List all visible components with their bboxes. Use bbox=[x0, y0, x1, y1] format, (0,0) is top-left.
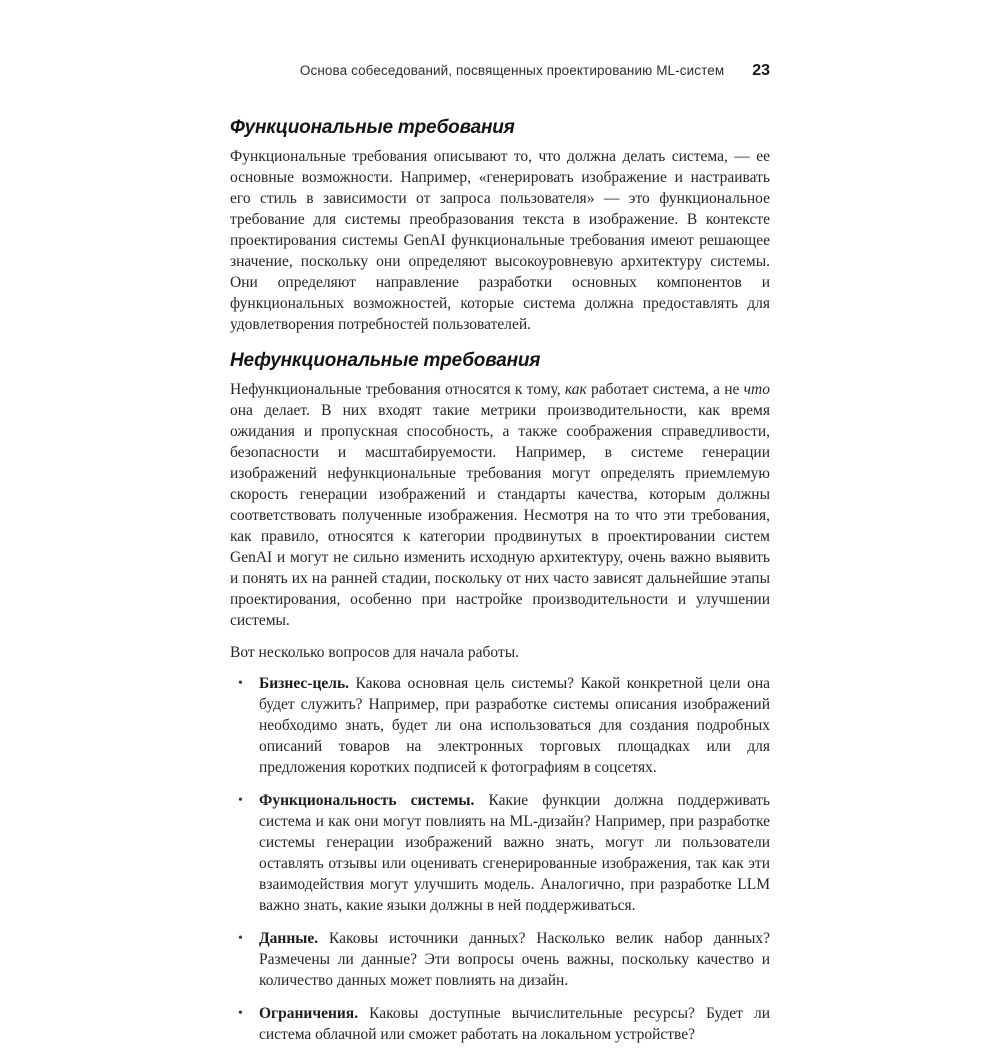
bullet-lead: Ограничения. bbox=[259, 1005, 359, 1022]
bullet-lead: Данные. bbox=[259, 930, 319, 947]
paragraph-nonfunctional-requirements bbox=[230, 379, 770, 631]
text-segment: она делает. В них входят такие метрики производительности, как время ожидания и пропускная способность, а также соображения справедливости, безопасности и масштабируемости. Например, в системе генерации изображений нефункциональные требования могут определять приемлемую скорость генерации изображений и стандарты качества, которым должны соответствовать полученные изображения. Несмотря на то что эти требования, как правило, относятся к категории продвинутых в проектировании систем GenAI и могут не сильно изменить исходную архитектуру, очень важно выявить и понять их на ранней стадии, поскольку от них часто зависят дальнейшие этапы проектирования, особенно при настройке производительности и улучшении системы. bbox=[230, 402, 770, 629]
page-number: 23 bbox=[752, 62, 770, 79]
paragraph-functional-requirements: Функциональные требования описывают то, что должна делать система, — ее основные возможности. Например, «генерировать изображение и настраивать его стиль в зависимости от запроса пользователя» — это функциональное требование для системы преобразования текста в изображение. В контексте проектирования системы GenAI функциональные требования имеют решающее значение, поскольку они определяют высокоуровневую архитектуру системы. Они определяют направление разработки основных компонентов и функциональных возможностей, которые система должна предоставлять для удовлетворения потребностей пользователей. bbox=[230, 148, 770, 333]
bullet-text: Какова основная цель системы? Какой конкретной цели она будет служить? Например, при разработке системы описания изображений необходимо знать, будет ли она использоваться для создания подробных описаний товаров на электронных торговых площадках или для предложения коротких подписей к фотографиям в соцсетях. bbox=[259, 675, 770, 776]
questions-list bbox=[230, 673, 770, 1045]
list-item-constraints bbox=[230, 1003, 770, 1045]
list-item-business-goal bbox=[230, 673, 770, 778]
bullet-icon: • bbox=[238, 931, 243, 946]
italic-word-what: что bbox=[743, 381, 770, 398]
bullet-lead: Бизнес-цель. bbox=[259, 675, 350, 692]
text-segment: Нефункциональные требования относятся к тому, bbox=[230, 381, 565, 398]
bullet-lead: Функциональность системы. bbox=[259, 792, 475, 809]
heading-functional-requirements: Функциональные требования bbox=[230, 117, 515, 138]
running-head-title: Основа собеседований, посвященных проектированию ML-систем bbox=[299, 63, 725, 78]
text-segment: работает система, а не bbox=[586, 381, 744, 398]
bullet-text: Каковы источники данных? Насколько велик набор данных? Размечены ли данные? Эти вопросы очень важны, поскольку качество и количество данных может повлиять на дизайн. bbox=[259, 930, 770, 989]
bullet-text: Какие функции должна поддерживать система и как они могут повлиять на ML-дизайн? Например, при разработке системы генерации изображений важно знать, могут ли пользователи оставлять отзывы или оценивать сгенерированные изображения, так как эти взаимодействия могут улучшить модель. Аналогично, при разработке LLM важно знать, какие языки должны в ней поддерживаться. bbox=[259, 792, 770, 914]
running-head bbox=[230, 62, 770, 80]
questions-intro-line: Вот несколько вопросов для начала работы. bbox=[230, 644, 520, 661]
heading-nonfunctional-requirements: Нефункциональные требования bbox=[230, 350, 541, 371]
list-item-data bbox=[230, 928, 770, 991]
bullet-text: Каковы доступные вычислительные ресурсы? Будет ли система облачной или сможет работать на локальном устройстве? bbox=[259, 1005, 770, 1043]
bullet-icon: • bbox=[238, 1006, 243, 1021]
bullet-icon: • bbox=[238, 676, 243, 691]
page-content bbox=[230, 117, 770, 1057]
list-item-system-functionality bbox=[230, 790, 770, 916]
bullet-icon: • bbox=[238, 793, 243, 808]
italic-word-how: как bbox=[564, 381, 587, 398]
